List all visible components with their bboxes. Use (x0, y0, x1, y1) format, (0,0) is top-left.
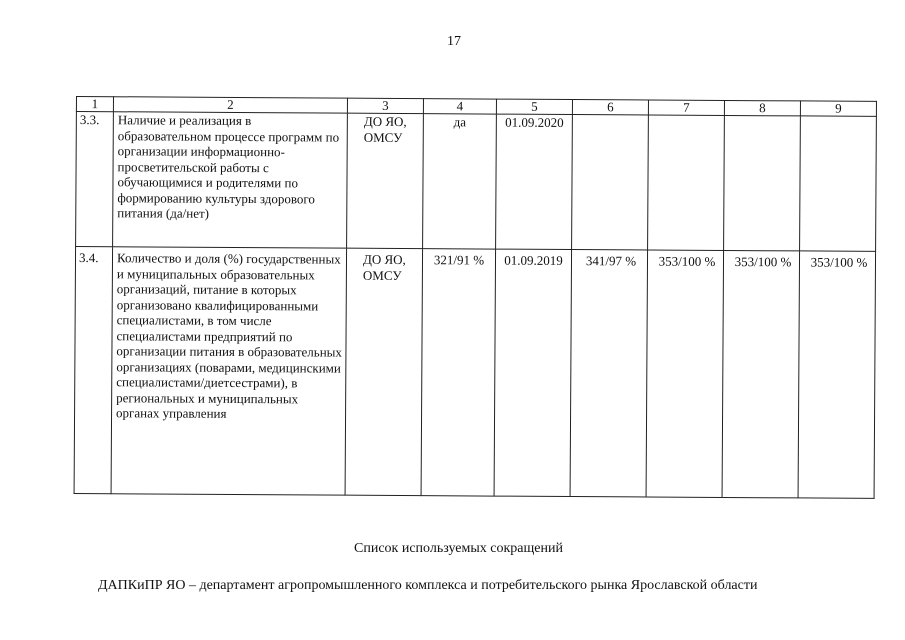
header-cell: 6 (572, 100, 648, 115)
row-number: 3.4. (74, 247, 113, 494)
indicator-name: Наличие и реализация в образовательном процессе программ по организации информационно-просветительской работы с обучающимися и родителями по формированию культуры здорового питания (да/нет) (113, 112, 348, 248)
header-cell: 9 (800, 101, 876, 116)
date-cell: 01.09.2019 (494, 249, 572, 496)
table-row (74, 247, 875, 499)
header-cell: 4 (423, 99, 496, 114)
value-cell-6 (572, 115, 649, 250)
header-cell: 5 (496, 99, 572, 114)
abbreviations-title: Список используемых сокращений (354, 541, 563, 556)
executor-cell: ДО ЯО, ОМСУ (347, 113, 424, 248)
header-cell: 3 (347, 98, 423, 113)
table-row (76, 112, 877, 252)
header-cell: 8 (724, 100, 800, 115)
header-cell: 1 (76, 97, 113, 112)
executor-cell: ДО ЯО, ОМСУ (345, 248, 423, 495)
row-number: 3.3. (76, 112, 114, 247)
page-number: 17 (447, 34, 461, 49)
header-cell: 2 (113, 97, 347, 113)
value-cell-7 (648, 115, 725, 250)
indicators-table (74, 96, 877, 499)
date-cell: 01.09.2020 (496, 114, 573, 249)
value-cell-6: 341/97 % (570, 250, 648, 497)
indicators-table-container (74, 96, 868, 499)
header-cell: 7 (648, 100, 724, 115)
value-cell-8 (724, 115, 801, 250)
baseline-value-cell: 321/91 % (421, 249, 496, 496)
baseline-value-cell: да (423, 114, 497, 249)
abbreviation-entry: ДАПКиПР ЯО – департамент агропромышленного комплекса и потребительского рынка Ярославской области (98, 578, 758, 593)
indicator-name: Количество и доля (%) государственных и муниципальных образовательных организаций, питание в которых организовано квалифицированными специалистами, в том числе специалистами предприятий по организации питания в образовательных организациях (поварами, медицинскими специалистами/диетсестрами), в региональных и муниципальных органах управления (111, 247, 347, 495)
value-cell-7: 353/100 % (646, 250, 724, 497)
value-cell-9: 353/100 % (798, 251, 876, 498)
value-cell-9 (800, 116, 877, 251)
value-cell-8: 353/100 % (722, 250, 800, 497)
